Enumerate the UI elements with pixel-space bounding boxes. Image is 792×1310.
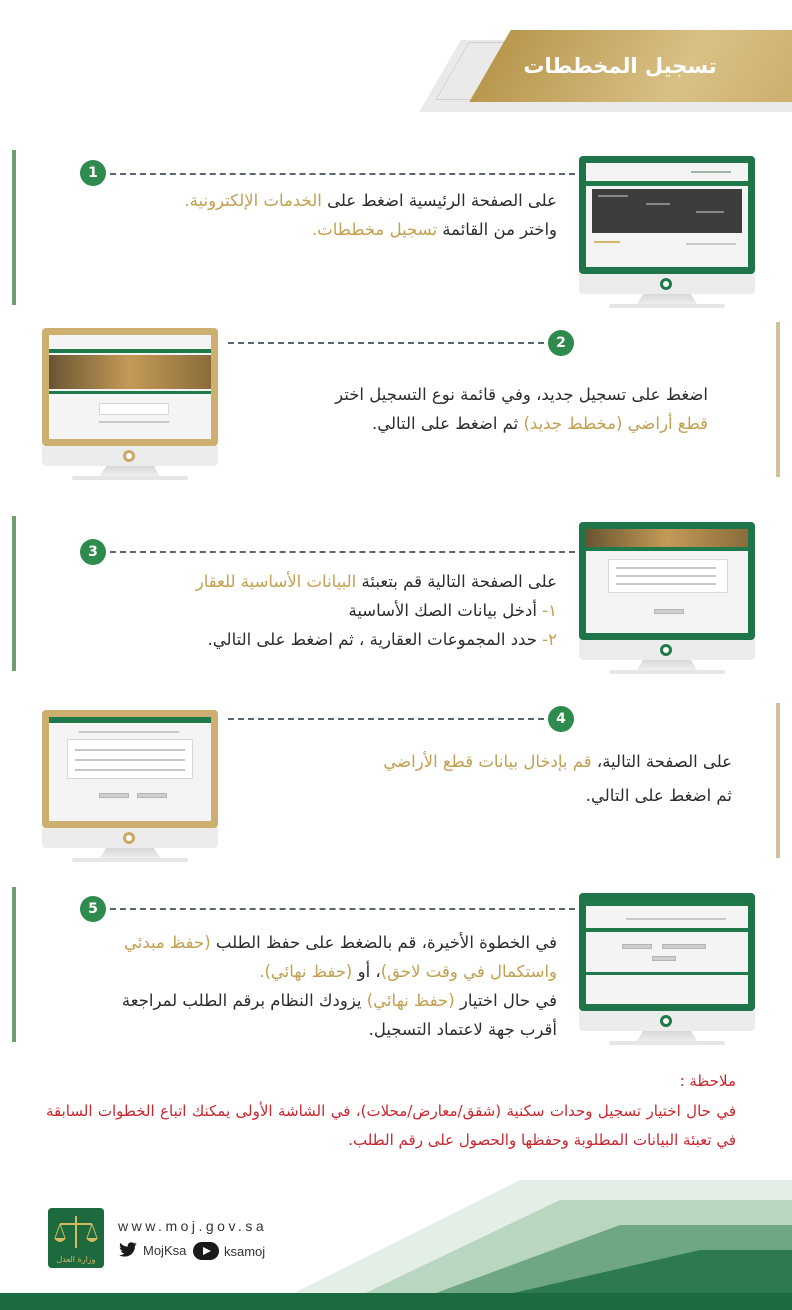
youtube-link[interactable]	[193, 1242, 265, 1260]
step-1-sidebar	[12, 150, 16, 305]
step-3-text: على الصفحة التالية قم بتعبئة البيانات الأساسية للعقار ١- أدخل بيانات الصك الأساسية ٢- حدد المجموعات العقارية ، ثم اضغط على التالي.	[195, 572, 557, 649]
step-3-sidebar	[12, 516, 16, 671]
step-4-sidebar	[776, 703, 780, 858]
step-3-connector	[110, 551, 575, 553]
step-1-text: على الصفحة الرئيسية اضغط على الخدمات الإلكترونية. واختر من القائمة تسجيل مخططات.	[184, 191, 557, 239]
step-4-connector	[228, 718, 544, 720]
note-body: في حال اختيار تسجيل وحدات سكنية (شقق/معارض/محلات)، في الشاشة الأولى يمكنك اتباع الخطوات السابقة في تعبئة البيانات المطلوبة وحفظها والحصول على رقم الطلب.	[46, 1102, 736, 1149]
page-title: تسجيل المخططات	[523, 54, 717, 78]
step-4-number: 4	[548, 706, 574, 732]
step-1-number: 1	[80, 160, 106, 186]
logo-text: وزارة العدل	[56, 1255, 96, 1264]
note-title: ملاحظة :	[679, 1072, 736, 1090]
website-link[interactable]: www.moj.gov.sa	[118, 1218, 268, 1234]
youtube-handle: ksamoj	[224, 1243, 266, 1259]
twitter-handle: MojKsa	[143, 1242, 187, 1258]
ministry-logo	[48, 1208, 104, 1268]
step-1-connector	[110, 173, 575, 175]
step-5-sidebar	[12, 887, 16, 1042]
step-2-number: 2	[548, 330, 574, 356]
twitter-icon	[118, 1242, 138, 1258]
twitter-link[interactable]	[118, 1242, 186, 1258]
youtube-icon	[193, 1242, 219, 1260]
step-4-text: على الصفحة التالية، قم بإدخال بيانات قطع الأراضي ثم اضغط على التالي.	[383, 752, 732, 805]
step-2-sidebar	[776, 322, 780, 477]
step-3-screenshot	[586, 529, 748, 633]
step-1-screenshot	[586, 163, 748, 267]
step-5-connector	[110, 908, 575, 910]
step-2-connector	[228, 342, 544, 344]
step-2-text: اضغط على تسجيل جديد، وفي قائمة نوع التسجيل اختر قطع أراضي (مخطط جديد) ثم اضغط على التالي.	[335, 385, 708, 433]
step-3-number: 3	[80, 539, 106, 565]
step-5-screenshot	[586, 900, 748, 1004]
step-5-number: 5	[80, 896, 106, 922]
step-5-text: في الخطوة الأخيرة، قم بالضغط على حفظ الطلب (حفظ مبدئي واستكمال في وقت لاحق)، أو (حفظ نهائي). في حال اختيار (حفظ نهائي) يزودك النظام برقم الطلب لمراجعة أقرب جهة لاعتماد التسجيل.	[121, 933, 557, 1039]
step-4-screenshot	[49, 717, 211, 821]
step-2-screenshot	[49, 335, 211, 439]
